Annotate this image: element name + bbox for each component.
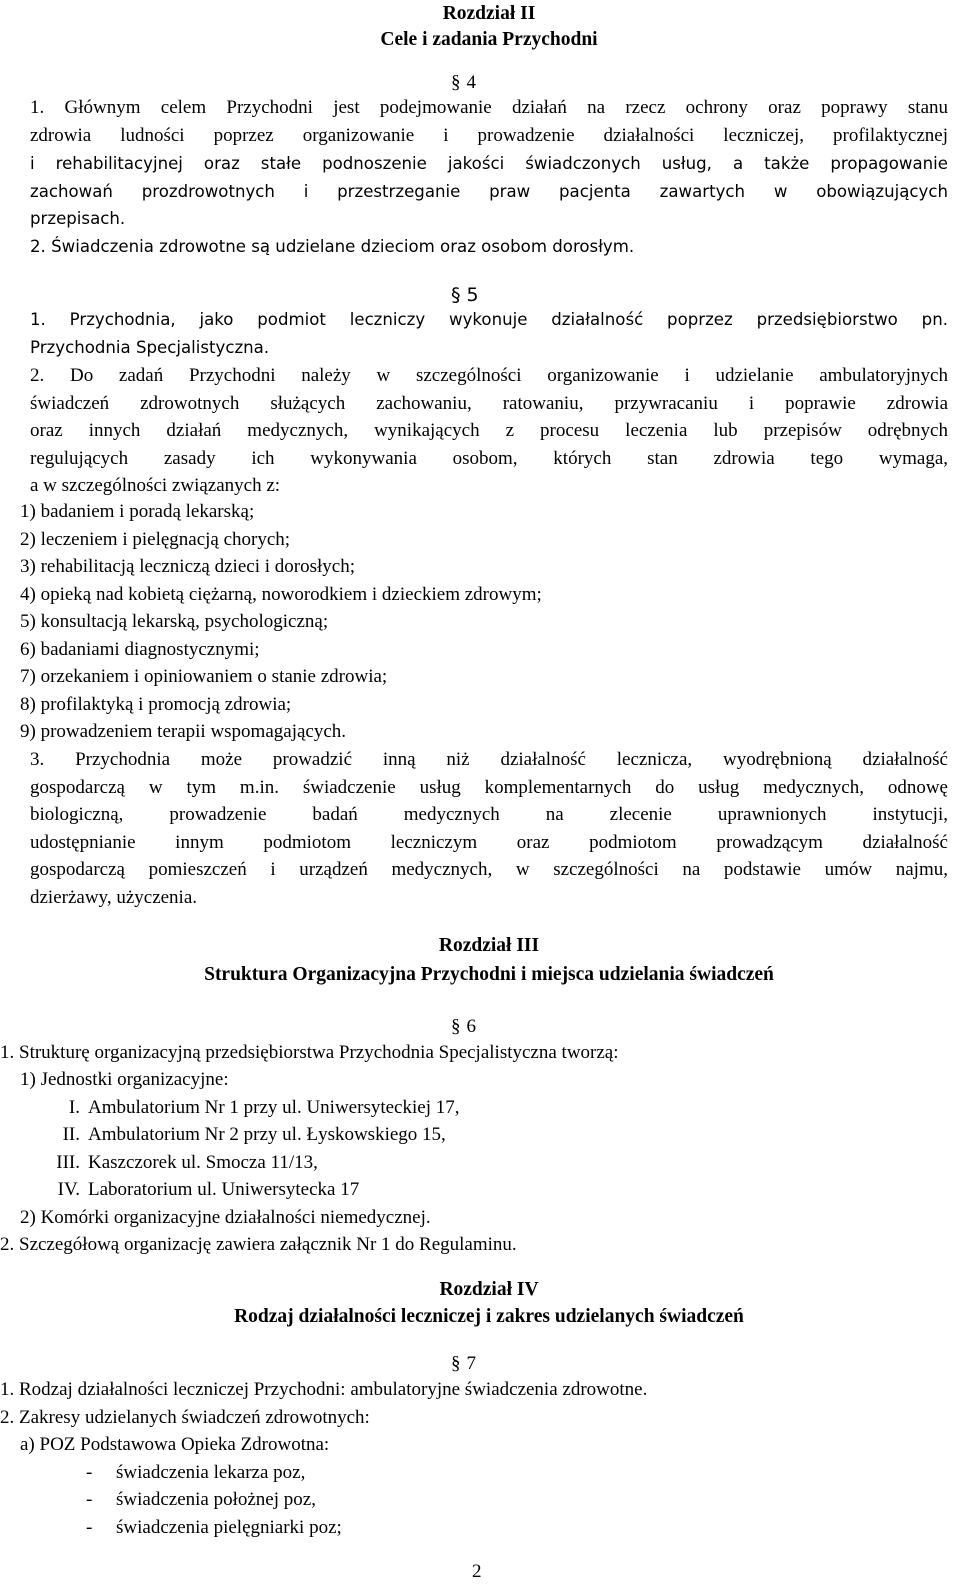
s4-paragraph-1 [30, 94, 948, 149]
section-7-marker [451, 1351, 476, 1377]
list-item: 5) konsultacją lekarską, psychologiczną; [20, 611, 329, 632]
s5-p1-line-1: 1. Przychodnia, jako podmiot leczniczy wykonuje działalność poprzez przedsiębiorstwo pn. [30, 310, 948, 329]
list-item: 2) leczeniem i pielęgnacją chorych; [20, 529, 291, 550]
org-unit-number: III. [56, 1152, 80, 1173]
s4-p1-line-4: zachowań prozdrowotnych i przestrzeganie praw pacjenta zawartych w obowiązujących [30, 181, 948, 201]
section-number: 7 [466, 1353, 476, 1374]
s4-p1-line-3: i rehabilitacyjnej oraz stałe podnoszenie jakości świadczonych usług, a także propagowanie [30, 154, 948, 173]
list-dash: - [86, 1462, 93, 1483]
list-dash: - [86, 1517, 93, 1538]
chapter-3-subtitle: Struktura Organizacyjna Przychodni i miejsca udzielania świadczeń [204, 964, 774, 985]
list-item: 3) rehabilitacją leczniczą dzieci i dorosłych; [20, 556, 355, 577]
s5-p3-line-4: udostępnianie innym podmiotom leczniczym oraz podmiotom prowadzącym działalność [30, 831, 948, 853]
s5-p3-line-1: 3. Przychodnia może prowadzić inną niż działalność lecznicza, wyodrębnioną działalność [30, 749, 948, 770]
s5-p3-line-3: biologiczną, prowadzenie badań medycznych na zlecenie uprawnionych instytucji, [30, 804, 948, 826]
chapter-4-title: Rozdział IV [439, 1279, 539, 1300]
section-5-marker [451, 282, 479, 308]
list-item-text: świadczenia lekarza poz, [116, 1462, 306, 1483]
org-unit-item [30, 1149, 318, 1176]
s6-paragraph-1: 1. Strukturę organizacyjną przedsiębiorstwa Przychodnia Specjalistyczna tworzą: [0, 1042, 619, 1063]
section-number: 6 [466, 1016, 476, 1037]
s5-p2-line-1: 2. Do zadań Przychodni należy w szczególności organizowanie i udzielanie ambulatoryjnych [30, 365, 948, 386]
section-symbol: § [451, 72, 461, 93]
list-item: 4) opieką nad kobietą ciężarną, noworodkiem i dzieckiem zdrowym; [20, 584, 542, 605]
section-symbol: § [451, 284, 461, 306]
chapter-2-subtitle: Cele i zadania Przychodni [380, 29, 598, 50]
org-unit-number: II. [62, 1124, 80, 1145]
section-6-marker [451, 1014, 476, 1040]
section-number: 5 [466, 284, 479, 306]
s5-p2-line-5: a w szczególności związanych z: [30, 475, 281, 497]
section-symbol: § [451, 1016, 461, 1037]
s5-paragraph-3 [30, 746, 948, 912]
org-unit-item [30, 1176, 359, 1203]
org-unit-item [30, 1121, 446, 1148]
list-item-text: świadczenia położnej poz, [116, 1489, 316, 1510]
s7-poz-label: a) POZ Podstawowa Opieka Zdrowotna: [20, 1434, 330, 1455]
s4-p1-line-1: 1. Głównym celem Przychodni jest podejmowanie działań na rzecz ochrony oraz poprawy stanu [30, 97, 948, 118]
s5-p2-line-2: świadczeń zdrowotnych służących zachowaniu, ratowaniu, przywracaniu i poprawie zdrowia [30, 392, 948, 414]
s6-units-label: 1) Jednostki organizacyjne: [20, 1069, 229, 1090]
s4-paragraph-2: 2. Świadczenia zdrowotne są udzielane dzieciom oraz osobom dorosłym. [30, 236, 635, 256]
list-item [86, 1486, 316, 1513]
s4-p1-line-2: zdrowia ludności poprzez organizowanie i prowadzenie działalności leczniczej, profilaktycznej [30, 124, 948, 146]
s5-p2-line-4: regulujących zasady ich wykonywania osobom, których stan zdrowia tego wymaga, [30, 447, 948, 469]
section-4-marker [451, 70, 476, 96]
org-unit-item [30, 1094, 459, 1121]
list-item [86, 1459, 305, 1486]
chapter-4-subtitle: Rodzaj działalności leczniczej i zakres udzielanych świadczeń [234, 1306, 744, 1327]
chapter-2-title: Rozdział II [442, 3, 536, 24]
s7-paragraph-1: 1. Rodzaj działalności leczniczej Przychodni: ambulatoryjne świadczenia zdrowotne. [0, 1379, 648, 1400]
list-dash: - [86, 1489, 93, 1510]
section-number: 4 [466, 72, 476, 93]
section-symbol: § [451, 1353, 461, 1374]
s5-paragraph-1 [30, 306, 948, 361]
org-unit-text: Ambulatorium Nr 1 przy ul. Uniwersyteckiej 17, [88, 1097, 460, 1118]
s5-p1-line-2: Przychodnia Specjalistyczna. [30, 337, 270, 357]
s4-p1-line-5: przepisach. [30, 209, 126, 229]
org-unit-number: IV. [57, 1179, 80, 1200]
list-item: 7) orzekaniem i opiniowaniem o stanie zdrowia; [20, 666, 388, 687]
org-unit-text: Kaszczorek ul. Smocza 11/13, [88, 1152, 318, 1173]
s4-paragraph-1-cont [30, 150, 948, 260]
s5-p3-line-5: gospodarczą pomieszczeń i urządzeń medycznych, w szczególności na podstawie umów najmu, [30, 859, 948, 881]
org-unit-number: I. [68, 1097, 80, 1118]
chapter-3-title: Rozdział III [438, 935, 540, 956]
org-unit-text: Ambulatorium Nr 2 przy ul. Łyskowskiego 15, [88, 1124, 446, 1145]
list-item: 1) badaniem i poradą lekarską; [20, 501, 255, 522]
list-item: 6) badaniami diagnostycznymi; [20, 639, 260, 660]
list-item-text: świadczenia pielęgniarki poz; [116, 1517, 342, 1538]
list-item [86, 1514, 342, 1541]
org-unit-text: Laboratorium ul. Uniwersytecka 17 [88, 1179, 360, 1200]
s5-p2-line-3: oraz innych działań medycznych, wynikających z procesu leczenia lub przepisów odrębnych [30, 420, 948, 442]
list-item: 9) prowadzeniem terapii wspomagających. [20, 721, 347, 742]
s6-cells-label: 2) Komórki organizacyjne działalności niemedycznej. [20, 1207, 431, 1228]
s5-p3-line-6: dzierżawy, użyczenia. [30, 886, 198, 908]
s5-paragraph-2 [30, 362, 948, 500]
list-item: 8) profilaktyką i promocją zdrowia; [20, 694, 292, 715]
s5-p3-line-2: gospodarczą w tym m.in. świadczenie usług komplementarnych do usług medycznych, odnowę [30, 776, 948, 798]
s6-paragraph-2: 2. Szczegółową organizację zawiera załącznik Nr 1 do Regulaminu. [0, 1234, 517, 1255]
page-number: 2 [472, 1561, 482, 1582]
s7-paragraph-2: 2. Zakresy udzielanych świadczeń zdrowotnych: [0, 1407, 370, 1428]
